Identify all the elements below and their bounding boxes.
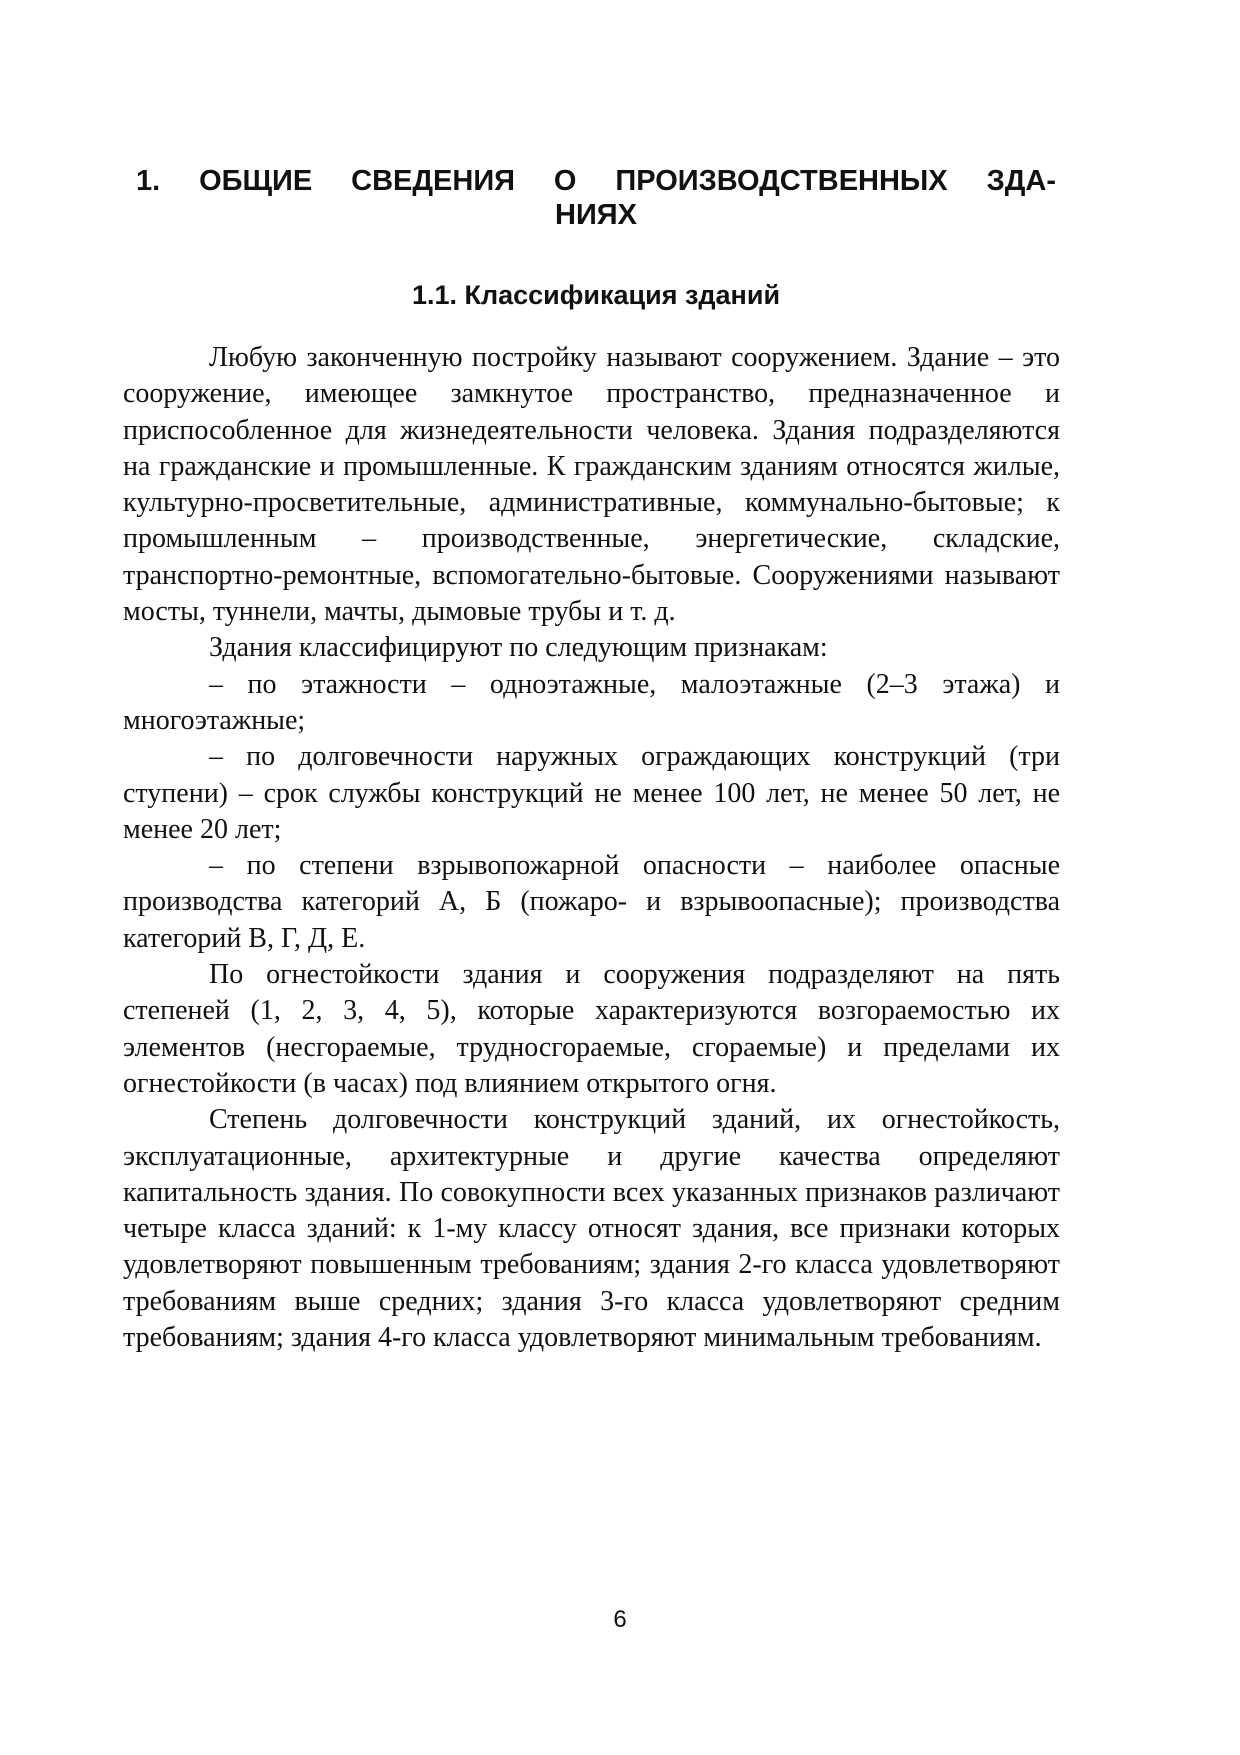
list-item-floors: – по этажности – одноэтажные, малоэтажные (2–3 этажа) и многоэтажные; (123, 668, 1060, 736)
body-text (123, 340, 1060, 1356)
list-item-durability: – по долговечности наружных ограждающих конструкций (три ступени) – срок службы конструкций не менее 100 лет, не менее 50 лет, не менее 20 лет; (123, 741, 1060, 845)
paragraph-building-classes: Степень долговечности конструкций зданий, их огнестойкость, эксплуатационные, архитектурные и другие качества определяют капитальность здания. По совокупности всех указанных признаков различают четыре класса зданий: к 1-му классу относят здания, все признаки которых удовлетворяют повышенным требованиям; здания 2-го класса удовлетворяют требованиям выше средних; здания 3-го класса удовлетворяют средним требованиям; здания 4-го класса удовлетворяют минимальным требованиям. (123, 1104, 1060, 1354)
list-item-fire-hazard: – по степени взрывопожарной опасности – наиболее опасные производства категорий А, Б (пожаро- и взрывоопасные); производства категорий В, Г, Д, Е. (123, 850, 1060, 954)
chapter-title (136, 164, 1056, 232)
chapter-title-line-1: 1. ОБЩИЕ СВЕДЕНИЯ О ПРОИЗВОДСТВЕННЫХ ЗДА- (136, 165, 1056, 197)
paragraph-definition: Любую законченную постройку называют сооружением. Здание – это сооружение, имеющее замкнутое пространство, предназначенное и приспособленное для жизнедеятельности человека. Здания подразделяются на гражданские и промышленные. К гражданским зданиям относятся жилые, культурно-просветительные, административные, коммунально-бытовые; к промышленным – производственные, энергетические, складские, транспортно-ремонтные, вспомогательно-бытовые. Сооружениями называют мосты, туннели, мачты, дымовые трубы и т. д. (123, 342, 1060, 628)
paragraph-classification-intro: Здания классифицируют по следующим признакам: (209, 632, 828, 664)
page-number: 6 (613, 1606, 627, 1633)
chapter-title-line-2: НИЯХ (555, 199, 637, 231)
paragraph-fire-resistance: По огнестойкости здания и сооружения подразделяют на пять степеней (1, 2, 3, 4, 5), которые характеризуются возгораемостью их элементов (несгораемые, трудносгораемые, сгораемые) и пределами их огнестойкости (в часах) под влиянием открытого огня. (123, 959, 1060, 1099)
section-title: 1.1. Классификация зданий (411, 280, 781, 310)
